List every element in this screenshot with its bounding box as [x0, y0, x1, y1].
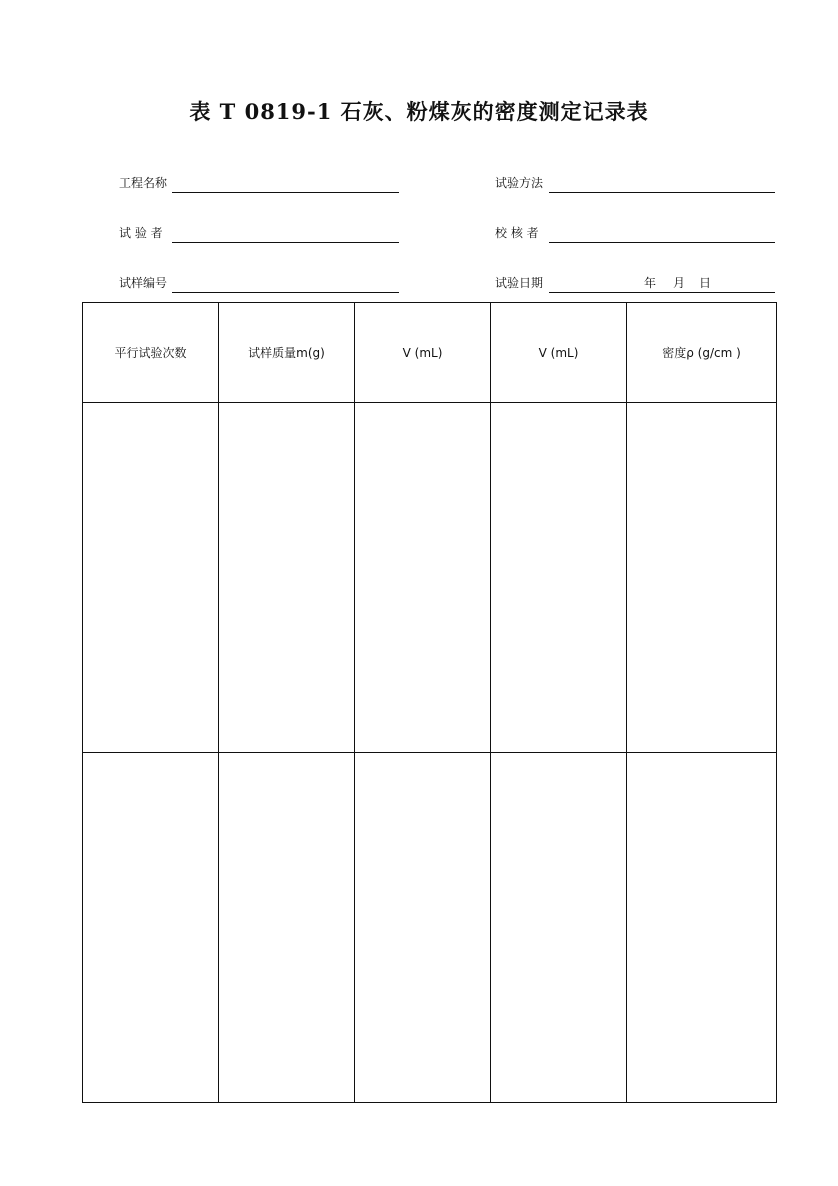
- test-method-field[interactable]: [495, 173, 776, 193]
- table-row: [83, 753, 777, 1103]
- test-method-label: 试验方法: [495, 176, 544, 190]
- table-header-row: [83, 303, 777, 403]
- sample-no-line[interactable]: [172, 292, 399, 293]
- density-record-table: [82, 302, 777, 1103]
- page-title: 表 T 0819-1 石灰、粉煤灰的密度测定记录表: [189, 99, 649, 124]
- table-cell[interactable]: [627, 753, 777, 1103]
- tester-label: 试 验 者: [119, 226, 163, 240]
- header-sample-mass: 试样质量m(g): [219, 303, 355, 403]
- table-cell[interactable]: [355, 753, 491, 1103]
- test-date-field[interactable]: [495, 273, 776, 293]
- test-method-line[interactable]: [549, 192, 775, 193]
- table-cell[interactable]: [355, 403, 491, 753]
- header-volume-1: V (mL): [355, 303, 491, 403]
- header-volume-2: V (mL): [491, 303, 627, 403]
- table-cell[interactable]: [83, 403, 219, 753]
- tester-field[interactable]: [119, 223, 400, 243]
- table-cell[interactable]: [83, 753, 219, 1103]
- project-name-label: 工程名称: [119, 176, 168, 190]
- test-date-line[interactable]: [549, 292, 775, 293]
- sample-no-field[interactable]: [119, 273, 400, 293]
- date-month-label: 月: [673, 276, 686, 290]
- header-density: 密度ρ (g/cm ): [627, 303, 777, 403]
- date-year-label: 年: [644, 276, 657, 290]
- project-name-line[interactable]: [172, 192, 399, 193]
- checker-line[interactable]: [549, 242, 775, 243]
- date-day-label: 日: [699, 276, 712, 290]
- table-cell[interactable]: [491, 753, 627, 1103]
- table-row: [83, 403, 777, 753]
- table-cell[interactable]: [219, 753, 355, 1103]
- header-trial-count: 平行试验次数: [83, 303, 219, 403]
- table-cell[interactable]: [491, 403, 627, 753]
- checker-label: 校 核 者: [495, 226, 539, 240]
- test-date-label: 试验日期: [495, 276, 544, 290]
- tester-line[interactable]: [172, 242, 399, 243]
- table-cell[interactable]: [627, 403, 777, 753]
- sample-no-label: 试样编号: [119, 276, 168, 290]
- checker-field[interactable]: [495, 223, 776, 243]
- table-cell[interactable]: [219, 403, 355, 753]
- project-name-field[interactable]: [119, 173, 400, 193]
